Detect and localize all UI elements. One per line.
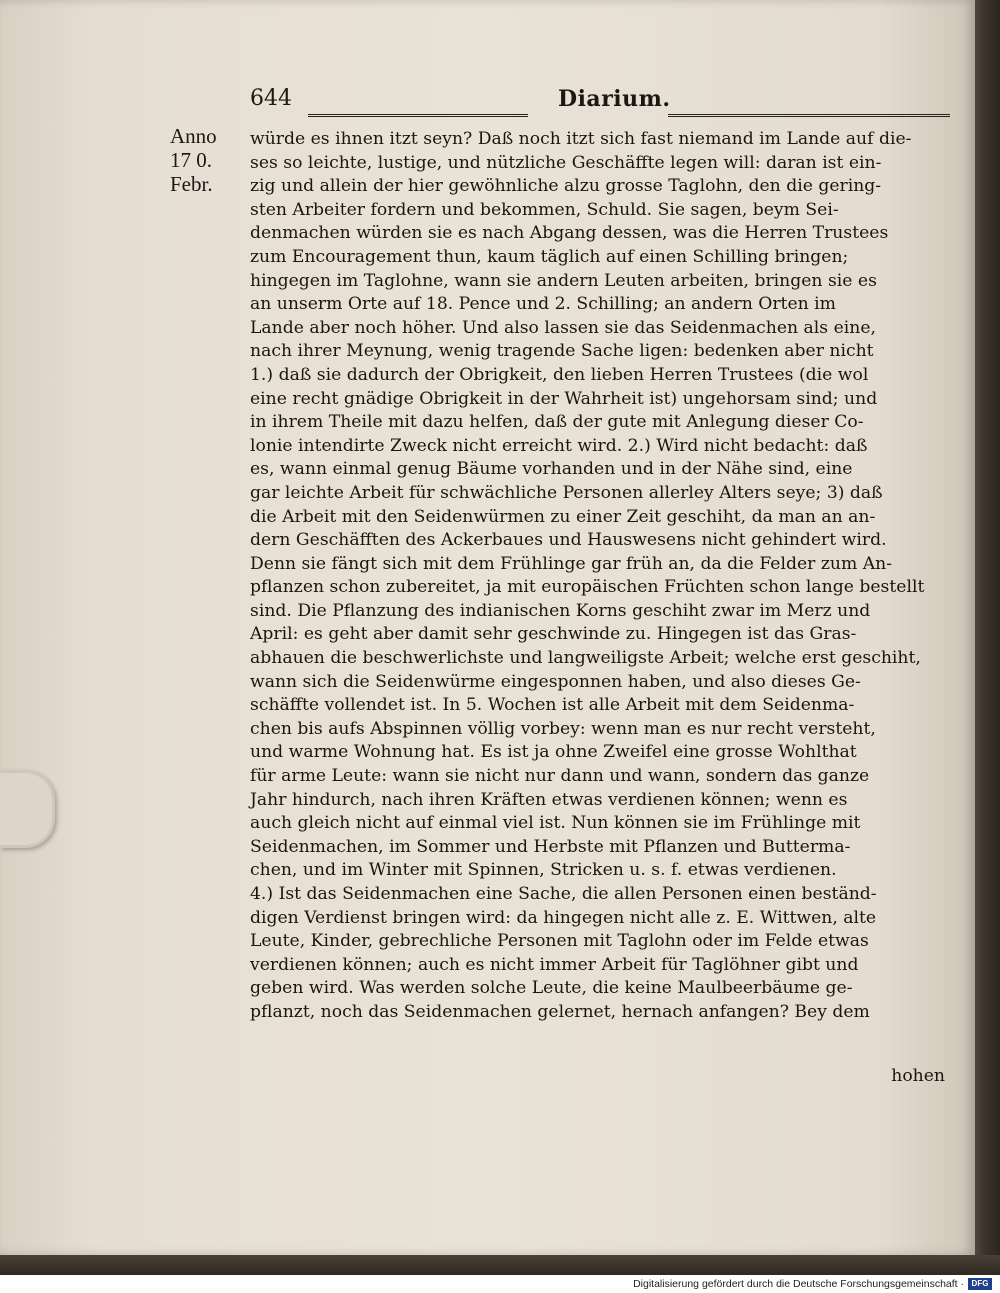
text-line: es, wann einmal genug Bäume vorhanden und in der Nähe sind, eine xyxy=(250,459,853,480)
text-line: hingegen im Taglohne, wann sie andern Leuten arbeiten, bringen sie es xyxy=(250,270,877,291)
text-line: zig und allein der hier gewöhnliche alzu grosse Taglohn, den die gering- xyxy=(250,176,882,197)
page-bottom-edge xyxy=(0,1255,1000,1275)
text-line: ses so leichte, lustige, und nützliche Geschäffte legen will: daran ist ein- xyxy=(250,152,882,173)
text-line: nach ihrer Meynung, wenig tragende Sache ligen: bedenken aber nicht xyxy=(250,341,874,362)
header-rule-left xyxy=(308,114,528,117)
text-line: digen Verdienst bringen wird: da hingegen nicht alle z. E. Wittwen, alte xyxy=(250,907,877,928)
text-line: abhauen die beschwerlichste und langweiligste Arbeit; welche erst geschiht, xyxy=(250,648,921,669)
text-line: schäffte vollendet ist. In 5. Wochen ist alle Arbeit mit dem Seidenma- xyxy=(250,695,855,716)
text-line: wann sich die Seidenwürme eingesponnen haben, und also dieses Ge- xyxy=(250,671,861,692)
text-line: sind. Die Pflanzung des indianischen Korns geschiht zwar im Merz und xyxy=(250,600,871,621)
text-line: verdienen können; auch es nicht immer Arbeit für Taglöhner gibt und xyxy=(250,954,859,975)
page-header xyxy=(250,86,950,116)
text-line: Leute, Kinder, gebrechliche Personen mit Taglohn oder im Felde etwas xyxy=(250,931,869,952)
text-line: chen bis aufs Abspinnen völlig vorbey: wenn man es nur recht versteht, xyxy=(250,718,876,739)
footer-credit: Digitalisierung gefördert durch die Deutsche Forschungsgemeinschaft · xyxy=(633,1278,964,1290)
running-head: Diarium. xyxy=(558,86,671,112)
text-line: die Arbeit mit den Seidenwürmen zu einer Zeit geschiht, da man an an- xyxy=(250,506,876,527)
margin-note-line: Anno xyxy=(170,124,217,148)
text-line: pflanzt, noch das Seidenmachen gelernet, hernach anfangen? Bey dem xyxy=(250,1001,870,1022)
catchword: hohen xyxy=(891,1066,945,1086)
text-line: würde es ihnen itzt seyn? Daß noch itzt sich fast niemand im Lande auf die- xyxy=(250,129,912,149)
text-line: gar leichte Arbeit für schwächliche Personen allerley Alters seye; 3) daß xyxy=(250,482,883,503)
text-line: auch gleich nicht auf einmal viel ist. Nun können sie im Frühlinge mit xyxy=(250,813,861,834)
text-line: chen, und im Winter mit Spinnen, Stricken u. s. f. etwas verdienen. xyxy=(250,860,837,881)
text-line: 4.) Ist das Seidenmachen eine Sache, die allen Personen einen beständ- xyxy=(250,884,877,904)
text-line: April: es geht aber damit sehr geschwinde zu. Hingegen ist das Gras- xyxy=(250,624,857,645)
text-line: zum Encouragement thun, kaum täglich auf einen Schilling bringen; xyxy=(250,246,849,267)
margin-note-line: 17 0. xyxy=(170,148,212,172)
text-line: pflanzen schon zubereitet, ja mit europäischen Früchten schon lange bestellt xyxy=(250,577,925,598)
text-line: dern Geschäfften des Ackerbaues und Hauswesens nicht gehindert wird. xyxy=(250,530,887,551)
page-clip xyxy=(0,770,55,848)
body-text xyxy=(250,128,945,1025)
page-binding-edge xyxy=(975,0,1000,1255)
text-line: eine recht gnädige Obrigkeit in der Wahrheit ist) ungehorsam sind; und xyxy=(250,388,878,409)
text-line: für arme Leute: wann sie nicht nur dann und wann, sondern das ganze xyxy=(250,766,870,787)
text-line: und warme Wohnung hat. Es ist ja ohne Zweifel eine grosse Wohlthat xyxy=(250,742,857,763)
text-line: Jahr hindurch, nach ihren Kräften etwas verdienen können; wenn es xyxy=(250,789,848,810)
dfg-logo-icon: DFG xyxy=(968,1278,992,1290)
margin-note-line: Febr. xyxy=(170,172,213,196)
text-line: lonie intendirte Zweck nicht erreicht wird. 2.) Wird nicht bedacht: daß xyxy=(250,435,868,456)
text-line: sten Arbeiter fordern und bekommen, Schuld. Sie sagen, beym Sei- xyxy=(250,199,839,220)
text-line: Seidenmachen, im Sommer und Herbste mit Pflanzen und Butterma- xyxy=(250,836,851,857)
header-rule-right xyxy=(668,114,950,117)
text-line: an unserm Orte auf 18. Pence und 2. Schilling; an andern Orten im xyxy=(250,294,836,315)
page-number: 644 xyxy=(250,86,292,111)
text-line: geben wird. Was werden solche Leute, die keine Maulbeerbäume ge- xyxy=(250,978,853,999)
margin-note xyxy=(170,124,240,196)
text-line: denmachen würden sie es nach Abgang dessen, was die Herren Trustees xyxy=(250,223,889,244)
text-line: in ihrem Theile mit dazu helfen, daß der gute mit Anlegung dieser Co- xyxy=(250,412,864,433)
text-line: Lande aber noch höher. Und also lassen sie das Seidenmachen als eine, xyxy=(250,317,876,338)
text-line: 1.) daß sie dadurch der Obrigkeit, den lieben Herren Trustees (die wol xyxy=(250,364,869,385)
text-line: Denn sie fängt sich mit dem Frühlinge gar früh an, da die Felder zum An- xyxy=(250,553,892,574)
